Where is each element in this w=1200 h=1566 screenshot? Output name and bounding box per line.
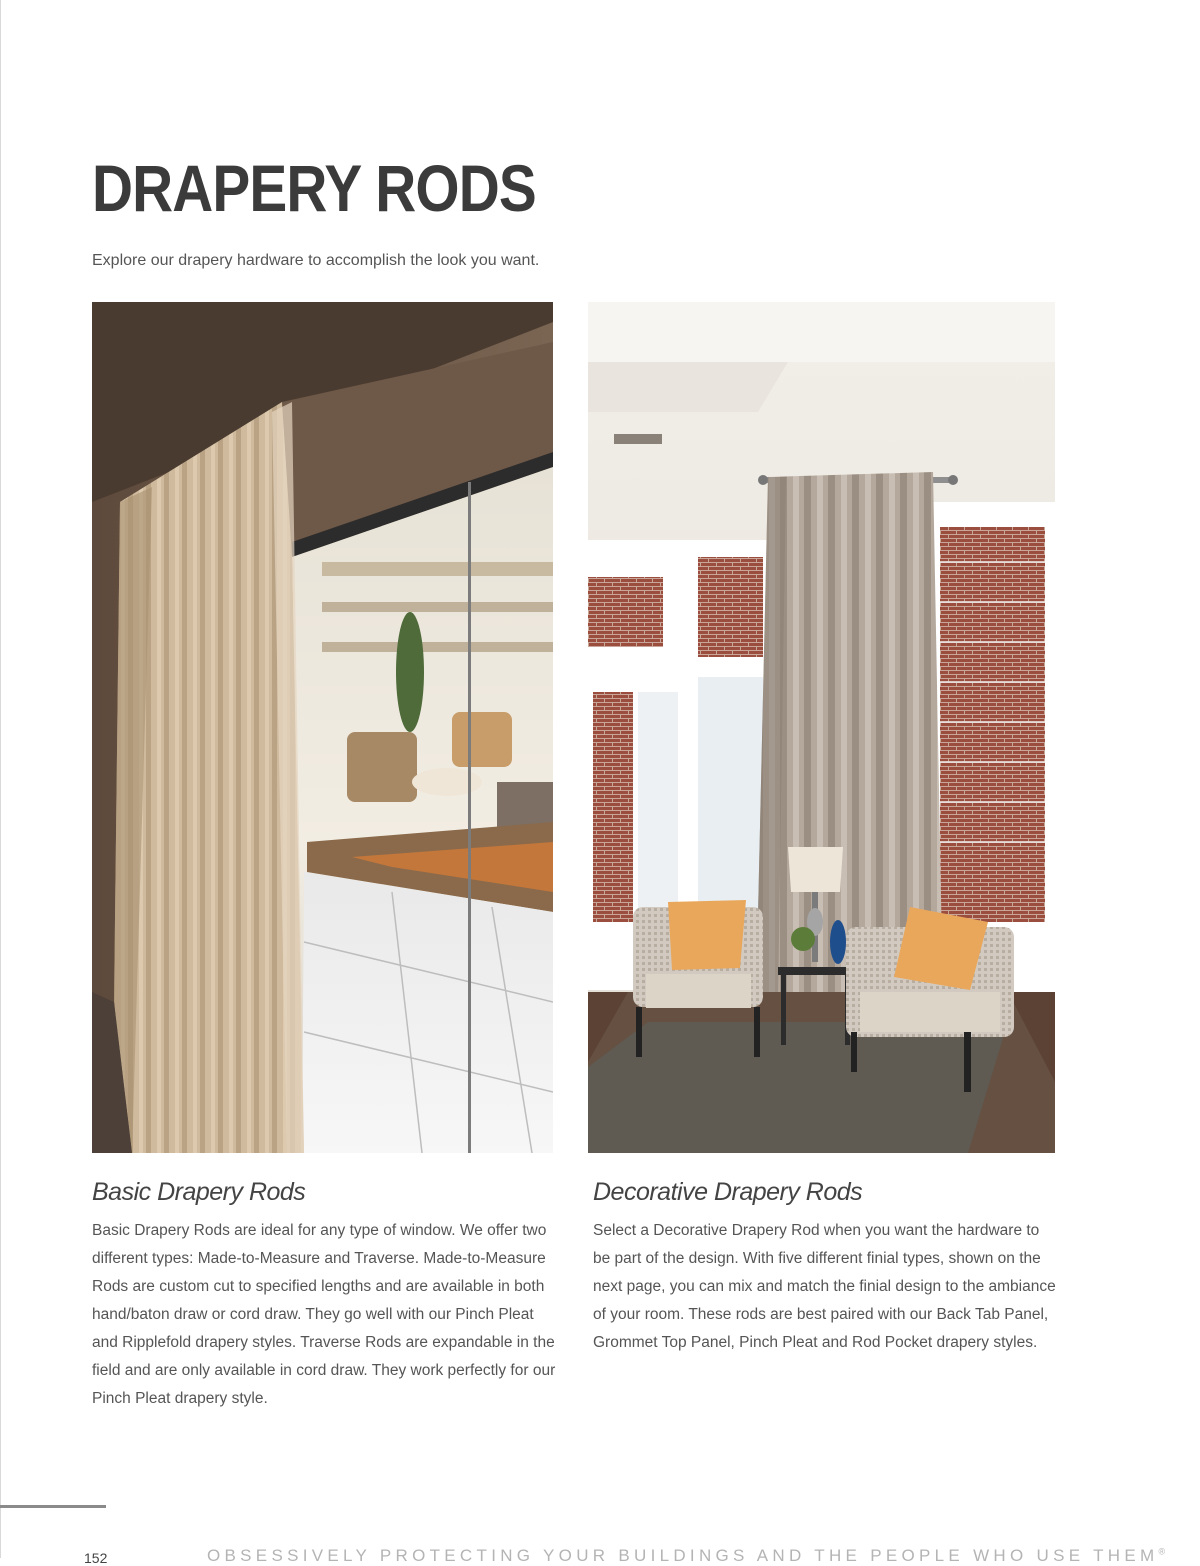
page-subtitle: Explore our drapery hardware to accomplish the look you want. [92,252,540,269]
tagline-text: OBSESSIVELY PROTECTING YOUR BUILDINGS AND THE PEOPLE WHO USE THEM [207,1546,1159,1565]
photo-hotel-lobby-curtain [92,302,553,1153]
section-body: Basic Drapery Rods are ideal for any type of window. We offer two different types: Made-to-Measure and Traverse. Made-to-Measure Rods are custom cut to specified lengths and are available in both hand/baton draw or cord draw. They go well with our Pinch Pleat and Ripplefold drapery styles. Traverse Rods are expandable in the field and are only available in cord draw. They work perfectly for our Pinch Pleat drapery style. [92,1222,556,1407]
section-basic-drapery-rods [92,1178,557,1413]
registered-mark: ® [1158,1546,1166,1557]
section-heading: Decorative Drapery Rods [593,1178,863,1206]
page-number: 152 [84,1550,108,1566]
section-decorative-drapery-rods [593,1178,1058,1357]
footer-tagline [207,1546,1165,1566]
page-edge [0,0,1,1558]
section-body: Select a Decorative Drapery Rod when you want the hardware to be part of the design. With five different finial types, shown on the next page, you can mix and match the finial design to the ambiance of your room. These rods are best paired with our Back Tab Panel, Grommet Top Panel, Pinch Pleat and Rod Pocket drapery styles. [593,1222,1056,1351]
photo-grommet-curtains-seating [588,302,1055,1153]
section-heading: Basic Drapery Rods [92,1178,306,1206]
footer-rule [0,1505,106,1508]
page-title: DRAPERY RODS [92,151,536,225]
